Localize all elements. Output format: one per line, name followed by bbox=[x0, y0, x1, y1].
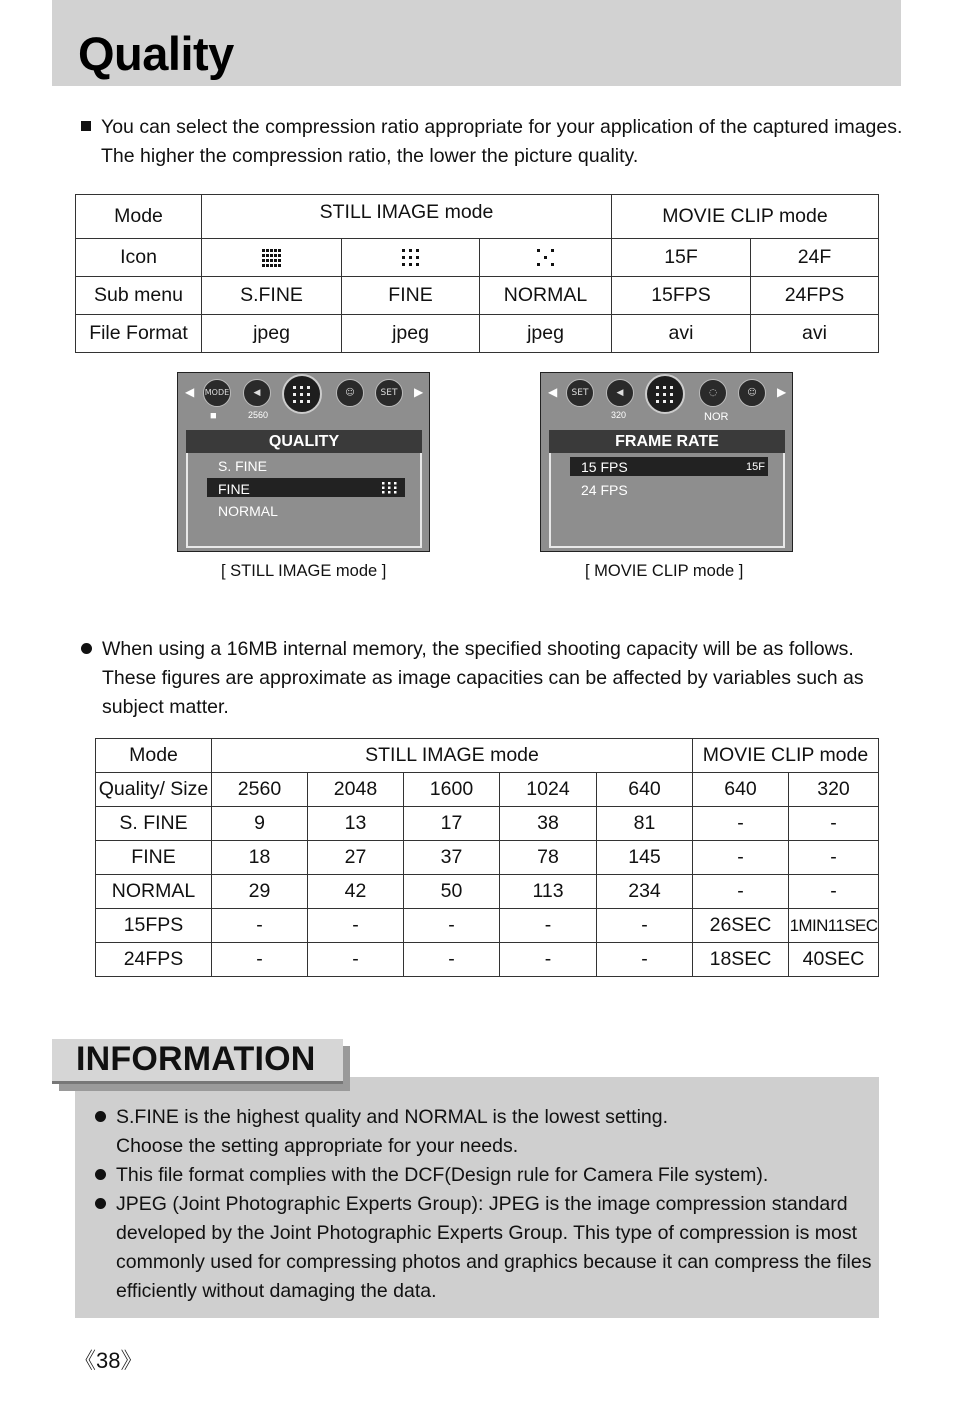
cell: 640 bbox=[597, 773, 693, 807]
cell: - bbox=[789, 875, 879, 909]
menu-option-selected: FINE bbox=[218, 481, 250, 497]
cell: 1MIN11SEC bbox=[789, 909, 879, 943]
intro-line-2: The higher the compression ratio, the lower the picture quality. bbox=[101, 145, 639, 167]
page-title: Quality bbox=[78, 27, 234, 80]
cell: 640 bbox=[693, 773, 789, 807]
menu-option-selected: 15 FPS bbox=[581, 459, 628, 475]
cell: 37 bbox=[404, 841, 500, 875]
mode-icon: MODE bbox=[203, 379, 231, 407]
cell: - bbox=[212, 943, 308, 977]
person-icon: ☺ bbox=[738, 379, 766, 407]
cell: - bbox=[308, 943, 404, 977]
cell: STILL IMAGE mode bbox=[202, 195, 612, 239]
cell: 145 bbox=[597, 841, 693, 875]
cell: 29 bbox=[212, 875, 308, 909]
cell: 81 bbox=[597, 807, 693, 841]
menu-option: NORMAL bbox=[218, 503, 278, 519]
info-line: developed by the Joint Photographic Experts Group. This type of compression is most bbox=[116, 1222, 858, 1244]
square-bullet-icon bbox=[81, 121, 91, 131]
quality-settings-table bbox=[75, 194, 879, 353]
lcd-still-image-menu bbox=[177, 372, 430, 552]
information-heading: INFORMATION bbox=[76, 1040, 316, 1078]
exposure-icon: ◀ bbox=[606, 379, 634, 407]
info-line: commonly used for compressing photos and graphics because it can compress the files bbox=[116, 1251, 872, 1273]
cell: - bbox=[789, 841, 879, 875]
cell: - bbox=[693, 875, 789, 909]
info-line: efficiently without damaging the data. bbox=[116, 1280, 437, 1302]
intro-line-1: You can select the compression ratio appropriate for your application of the captured images. bbox=[101, 116, 903, 138]
info-line: JPEG (Joint Photographic Experts Group): JPEG is the image compression standard bbox=[116, 1193, 848, 1215]
cell: 1600 bbox=[404, 773, 500, 807]
normal-icon bbox=[535, 248, 557, 268]
cell: 15F bbox=[612, 239, 751, 277]
super-fine-icon bbox=[261, 248, 283, 268]
cell: Mode bbox=[76, 195, 202, 239]
right-arrow-icon: ▶ bbox=[777, 385, 787, 399]
cell: 15FPS bbox=[96, 909, 212, 943]
cell: MOVIE CLIP mode bbox=[612, 195, 879, 239]
left-arrow-icon: ◀ bbox=[185, 385, 195, 399]
cell: - bbox=[693, 841, 789, 875]
fine-icon bbox=[400, 248, 422, 268]
cell: 17 bbox=[404, 807, 500, 841]
cell: 24FPS bbox=[96, 943, 212, 977]
cell: 234 bbox=[597, 875, 693, 909]
cell: NORMAL bbox=[480, 277, 612, 315]
menu-option: S. FINE bbox=[218, 458, 268, 474]
capacity-table bbox=[95, 738, 879, 977]
cell: STILL IMAGE mode bbox=[212, 739, 693, 773]
title-bar bbox=[52, 0, 901, 86]
size-label: 2560 bbox=[248, 410, 269, 420]
cell: - bbox=[789, 807, 879, 841]
normal-icon-cell bbox=[480, 239, 612, 277]
cell: 113 bbox=[500, 875, 597, 909]
size-label: 320 bbox=[611, 410, 627, 420]
cell: jpeg bbox=[342, 315, 480, 353]
cell: Quality/ Size bbox=[96, 773, 212, 807]
nor-label: NOR bbox=[704, 411, 729, 423]
cell: - bbox=[597, 943, 693, 977]
menu-header: FRAME RATE bbox=[549, 430, 785, 453]
bullet-icon bbox=[81, 643, 92, 654]
sfine-icon-cell bbox=[202, 239, 342, 277]
cell: 1024 bbox=[500, 773, 597, 807]
cell: - bbox=[212, 909, 308, 943]
camera-icon: ■ bbox=[210, 410, 217, 422]
metering-icon: ◌ bbox=[699, 379, 727, 407]
cell: 50 bbox=[404, 875, 500, 909]
frame-rate-tag: 15F bbox=[746, 461, 765, 473]
left-arrow-icon: ◀ bbox=[548, 385, 558, 399]
cell: 42 bbox=[308, 875, 404, 909]
information-text bbox=[95, 1103, 871, 1306]
cell: 2048 bbox=[308, 773, 404, 807]
cell: 38 bbox=[500, 807, 597, 841]
bullet-icon bbox=[95, 1169, 106, 1180]
cell: Icon bbox=[76, 239, 202, 277]
cell: 18SEC bbox=[693, 943, 789, 977]
cell: Sub menu bbox=[76, 277, 202, 315]
info-line: This file format complies with the DCF(Design rule for Camera File system). bbox=[116, 1164, 769, 1186]
cell: 9 bbox=[212, 807, 308, 841]
cell: 40SEC bbox=[789, 943, 879, 977]
info-line: Choose the setting appropriate for your needs. bbox=[116, 1135, 519, 1157]
cell: - bbox=[500, 909, 597, 943]
bullet-icon bbox=[95, 1111, 106, 1122]
quality-icon bbox=[282, 374, 322, 414]
cell: S. FINE bbox=[96, 807, 212, 841]
cell: avi bbox=[751, 315, 879, 353]
cell: 78 bbox=[500, 841, 597, 875]
information-tab bbox=[52, 1039, 343, 1084]
cell: MOVIE CLIP mode bbox=[693, 739, 879, 773]
movie-caption: [ MOVIE CLIP mode ] bbox=[585, 562, 744, 580]
set-icon: SET bbox=[375, 379, 403, 407]
fine-icon-cell bbox=[342, 239, 480, 277]
fine-icon bbox=[382, 482, 398, 494]
cell: - bbox=[500, 943, 597, 977]
cell: - bbox=[693, 807, 789, 841]
lcd-movie-clip-menu bbox=[540, 372, 793, 552]
cell: - bbox=[404, 909, 500, 943]
frame-rate-icon bbox=[645, 374, 685, 414]
cell: File Format bbox=[76, 315, 202, 353]
still-caption: [ STILL IMAGE mode ] bbox=[221, 562, 387, 580]
cell: 15FPS bbox=[612, 277, 751, 315]
right-arrow-icon: ▶ bbox=[414, 385, 424, 399]
cell: 320 bbox=[789, 773, 879, 807]
cell: jpeg bbox=[480, 315, 612, 353]
cell: 26SEC bbox=[693, 909, 789, 943]
cell: 13 bbox=[308, 807, 404, 841]
cell: FINE bbox=[96, 841, 212, 875]
cell: avi bbox=[612, 315, 751, 353]
capacity-line-3: subject matter. bbox=[102, 696, 229, 718]
cell: - bbox=[404, 943, 500, 977]
capacity-line-2: These figures are approximate as image capacities can be affected by variables such as bbox=[102, 667, 864, 689]
cell: - bbox=[308, 909, 404, 943]
menu-option: 24 FPS bbox=[581, 482, 628, 498]
capacity-line-1: When using a 16MB internal memory, the specified shooting capacity will be as follows. bbox=[102, 638, 854, 660]
person-icon: ☺ bbox=[336, 379, 364, 407]
cell: NORMAL bbox=[96, 875, 212, 909]
capacity-text bbox=[81, 635, 864, 722]
page-number: 《38》 bbox=[74, 1348, 143, 1373]
intro-text bbox=[81, 113, 902, 171]
cell: 27 bbox=[308, 841, 404, 875]
menu-header: QUALITY bbox=[186, 430, 422, 453]
cell: S.FINE bbox=[202, 277, 342, 315]
cell: 18 bbox=[212, 841, 308, 875]
cell: 24F bbox=[751, 239, 879, 277]
cell: Mode bbox=[96, 739, 212, 773]
cell: FINE bbox=[342, 277, 480, 315]
set-icon: SET bbox=[566, 379, 594, 407]
cell: - bbox=[597, 909, 693, 943]
bullet-icon bbox=[95, 1198, 106, 1209]
exposure-icon: ◀ bbox=[243, 379, 271, 407]
cell: 24FPS bbox=[751, 277, 879, 315]
cell: 2560 bbox=[212, 773, 308, 807]
cell: jpeg bbox=[202, 315, 342, 353]
info-line: S.FINE is the highest quality and NORMAL is the lowest setting. bbox=[116, 1106, 669, 1128]
